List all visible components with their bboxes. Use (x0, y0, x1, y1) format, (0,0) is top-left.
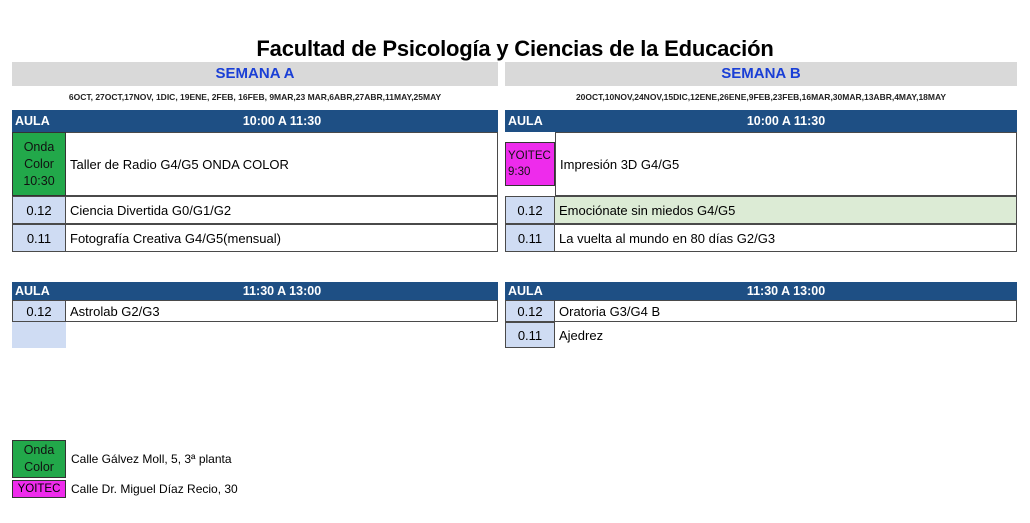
activity-cell: Oratoria G3/G4 B (555, 300, 1017, 322)
table-row (505, 132, 1017, 196)
room-cell: 0.11 (505, 224, 555, 252)
legend-address: Calle Gálvez Moll, 5, 3ª planta (71, 452, 232, 466)
table-row (505, 300, 1017, 322)
legend-onda-color (12, 440, 232, 478)
activity-cell: Ajedrez (555, 322, 1017, 348)
room-cell: 0.12 (505, 196, 555, 224)
semana-a-block2-header (12, 282, 498, 300)
semana-b-block2-header (505, 282, 1017, 300)
aula-header: AULA (505, 110, 555, 132)
table-row (505, 224, 1017, 252)
table-row (505, 322, 1017, 348)
aula-header: AULA (12, 282, 66, 300)
legend-label: Color (24, 460, 54, 474)
legend-address: Calle Dr. Miguel Díaz Recio, 30 (71, 482, 238, 496)
aula-header: AULA (12, 110, 66, 132)
empty-row (12, 322, 66, 348)
table-row (12, 300, 498, 322)
yoitec-room (505, 142, 555, 186)
room-cell: 0.11 (505, 322, 555, 348)
room-label: YOITEC (508, 150, 551, 162)
room-cell: 0.12 (12, 300, 66, 322)
activity-cell: La vuelta al mundo en 80 días G2/G3 (555, 224, 1017, 252)
semana-a-block1-header (12, 110, 498, 132)
table-row (12, 196, 498, 224)
activity-cell: Taller de Radio G4/G5 ONDA COLOR (66, 132, 498, 196)
activity-cell: Fotografía Creativa G4/G5(mensual) (66, 224, 498, 252)
legend-yoitec (12, 480, 238, 498)
room-cell: 0.12 (12, 196, 66, 224)
legend-yoitec-swatch: YOITEC (12, 480, 66, 498)
legend-label: Onda (23, 443, 55, 457)
room-time: 9:30 (508, 166, 531, 178)
table-row (505, 196, 1017, 224)
semana-b-header: SEMANA B (505, 62, 1017, 86)
semana-b-block1-header (505, 110, 1017, 132)
activity-cell: Emociónate sin miedos G4/G5 (555, 196, 1017, 224)
onda-color-room (12, 132, 66, 196)
time-header: 10:00 A 11:30 (66, 110, 498, 132)
table-row (12, 224, 498, 252)
table-row (12, 132, 498, 196)
page-title: Facultad de Psicología y Ciencias de la Educación (256, 36, 774, 61)
activity-cell: Impresión 3D G4/G5 (555, 132, 1017, 196)
time-header: 10:00 A 11:30 (555, 110, 1017, 132)
legend-onda-swatch (12, 440, 66, 478)
semana-a-dates: 6OCT, 27OCT,17NOV, 1DIC, 19ENE, 2FEB, 16FEB, 9MAR,23 MAR,6ABR,27ABR,11MAY,25MAY (68, 92, 442, 102)
activity-cell: Astrolab G2/G3 (66, 300, 498, 322)
yoitec-room-wrapper (505, 132, 555, 196)
room-cell: 0.11 (12, 224, 66, 252)
activity-cell: Ciencia Divertida G0/G1/G2 (66, 196, 498, 224)
time-header: 11:30 A 13:00 (555, 282, 1017, 300)
room-time: 10:30 (23, 173, 55, 188)
room-cell: 0.12 (505, 300, 555, 322)
semana-a-header: SEMANA A (12, 62, 498, 86)
aula-header: AULA (505, 282, 555, 300)
semana-b-dates: 20OCT,10NOV,24NOV,15DIC,12ENE,26ENE,9FEB,23FEB,16MAR,30MAR,13ABR,4MAY,18MAY (575, 92, 947, 102)
room-label: Color (24, 156, 54, 171)
time-header: 11:30 A 13:00 (66, 282, 498, 300)
room-label: Onda (23, 139, 55, 154)
empty-room-cell (12, 322, 66, 348)
